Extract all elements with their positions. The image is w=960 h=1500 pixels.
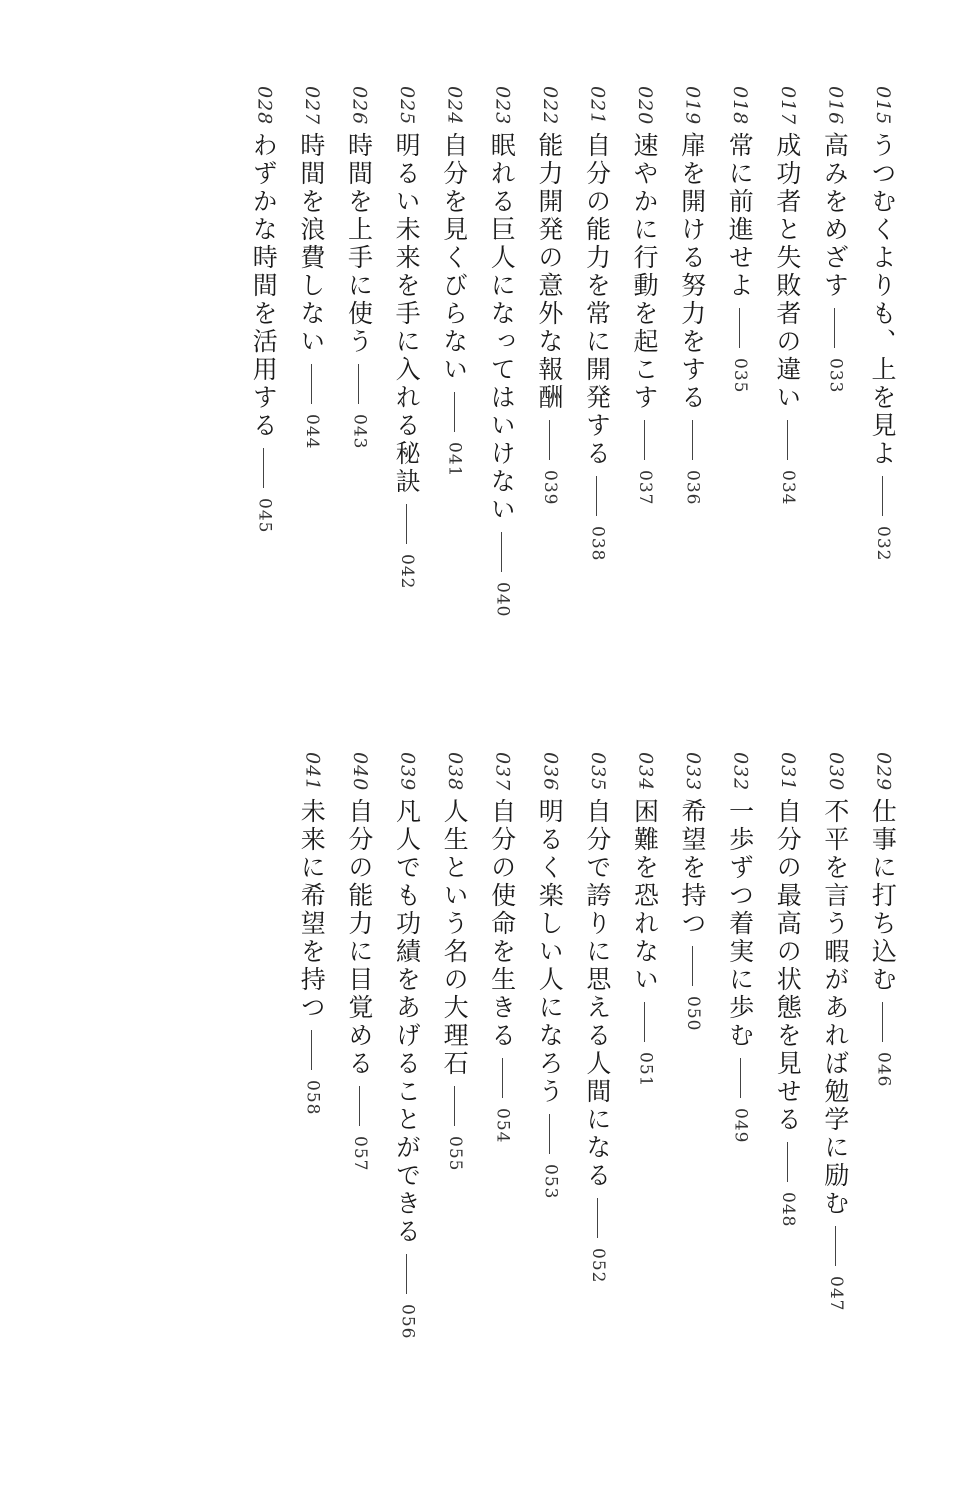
entry-page-number: 033 <box>825 358 846 394</box>
entry-page-number: 037 <box>635 470 656 506</box>
toc-entry[interactable] <box>431 752 479 1339</box>
toc-entry[interactable] <box>478 752 526 1339</box>
toc-entry[interactable] <box>812 752 860 1339</box>
entry-title: 仕事に打ち込む <box>868 798 898 994</box>
entry-page-number: 042 <box>397 554 418 590</box>
toc-block-bottom <box>288 752 907 1339</box>
entry-title: 未来に希望を持つ <box>297 798 327 1022</box>
entry-title: 自分の能力を常に開発する <box>582 132 612 468</box>
entry-number: 031 <box>777 752 800 792</box>
toc-entry[interactable] <box>240 86 288 617</box>
toc-entry[interactable] <box>430 86 478 617</box>
leader-line <box>787 420 788 460</box>
entry-page-number: 041 <box>444 442 465 478</box>
entry-title: 扉を開ける努力をする <box>677 132 707 412</box>
entry-number: 040 <box>348 752 371 792</box>
entry-number: 019 <box>681 86 704 126</box>
leader-line <box>454 1086 455 1126</box>
toc-entry[interactable] <box>859 752 907 1339</box>
leader-line <box>311 1030 312 1070</box>
entry-title: 常に前進せよ <box>725 132 755 300</box>
toc-entry[interactable] <box>669 752 717 1339</box>
leader-line <box>740 1058 741 1098</box>
leader-line <box>263 448 264 488</box>
leader-line <box>882 476 883 516</box>
toc-entry[interactable] <box>764 752 812 1339</box>
toc-entry[interactable] <box>574 752 622 1339</box>
entry-number: 025 <box>396 86 419 126</box>
leader-line <box>454 392 455 432</box>
entry-number: 026 <box>348 86 371 126</box>
entry-page-number: 058 <box>302 1080 323 1116</box>
entry-number: 028 <box>253 86 276 126</box>
leader-line <box>787 1142 788 1182</box>
entry-title: うつむくよりも、上を見よ <box>868 132 898 468</box>
entry-title: 明るく楽しい人になろう <box>535 798 565 1106</box>
entry-number: 033 <box>682 752 705 792</box>
entry-page-number: 044 <box>301 414 322 450</box>
leader-line <box>406 504 407 544</box>
entry-number: 038 <box>444 752 467 792</box>
leader-line <box>358 364 359 404</box>
entry-number: 034 <box>634 752 657 792</box>
toc-entry[interactable] <box>716 752 764 1339</box>
leader-line <box>596 476 597 516</box>
leader-line <box>597 1198 598 1238</box>
entry-page-number: 049 <box>730 1108 751 1144</box>
entry-page-number: 036 <box>682 470 703 506</box>
entry-page-number: 039 <box>539 470 560 506</box>
leader-line <box>692 420 693 460</box>
leader-line <box>406 1254 407 1294</box>
toc-entry[interactable] <box>621 752 669 1339</box>
entry-title: 速やかに行動を起こす <box>630 132 660 412</box>
entry-page-number: 034 <box>777 470 798 506</box>
entry-page-number: 040 <box>492 582 513 618</box>
entry-page-number: 051 <box>635 1052 656 1088</box>
entry-page-number: 057 <box>349 1136 370 1172</box>
toc-entry[interactable] <box>288 86 336 617</box>
toc-entry[interactable] <box>764 86 812 617</box>
entry-page-number: 046 <box>873 1052 894 1088</box>
toc-entry[interactable] <box>526 86 574 617</box>
leader-line <box>502 1058 503 1098</box>
entry-page-number: 056 <box>397 1304 418 1340</box>
toc-block-top <box>240 86 906 617</box>
leader-line <box>834 308 835 348</box>
leader-line <box>692 946 693 986</box>
toc-entry[interactable] <box>478 86 526 617</box>
leader-line <box>644 1002 645 1042</box>
toc-entry[interactable] <box>288 752 336 1339</box>
leader-line <box>359 1086 360 1126</box>
entry-page-number: 043 <box>349 414 370 450</box>
entry-title: 時間を上手に使う <box>344 132 374 356</box>
leader-line <box>549 420 550 460</box>
entry-title: 明るい未来を手に入れる秘訣 <box>392 132 422 496</box>
toc-entries-bottom <box>288 752 907 1339</box>
toc-entry[interactable] <box>621 86 669 617</box>
entry-title: 能力開発の意外な報酬 <box>534 132 564 412</box>
entry-number: 041 <box>301 752 324 792</box>
toc-entry[interactable] <box>336 752 384 1339</box>
leader-line <box>501 532 502 572</box>
entry-title: わずかな時間を活用する <box>249 132 279 440</box>
leader-line <box>644 420 645 460</box>
entry-title: 凡人でも功績をあげることができる <box>392 798 422 1246</box>
entry-number: 021 <box>586 86 609 126</box>
entry-title: 自分の最高の状態を見せる <box>773 798 803 1134</box>
entry-page-number: 035 <box>730 358 751 394</box>
entry-number: 023 <box>491 86 514 126</box>
toc-entries-top <box>240 86 906 617</box>
entry-number: 032 <box>729 752 752 792</box>
entry-number: 037 <box>491 752 514 792</box>
toc-entry[interactable] <box>383 752 431 1339</box>
leader-line <box>882 1002 883 1042</box>
entry-title: 不平を言う暇があれば勉学に励む <box>820 798 850 1218</box>
entry-title: 人生という名の大理石 <box>440 798 470 1078</box>
toc-entry[interactable] <box>335 86 383 617</box>
entry-title: 成功者と失敗者の違い <box>772 132 802 412</box>
entry-number: 020 <box>634 86 657 126</box>
leader-line <box>549 1114 550 1154</box>
entry-number: 030 <box>824 752 847 792</box>
toc-entry[interactable] <box>573 86 621 617</box>
entry-title: 自分で誇りに思える人間になる <box>582 798 612 1190</box>
toc-entry[interactable] <box>859 86 907 617</box>
entry-title: 自分を見くびらない <box>439 132 469 384</box>
entry-title: 困難を恐れない <box>630 798 660 994</box>
entry-page-number: 053 <box>540 1164 561 1200</box>
entry-page-number: 050 <box>683 996 704 1032</box>
entry-page-number: 045 <box>254 498 275 534</box>
entry-number: 029 <box>872 752 895 792</box>
entry-title: 時間を浪費しない <box>296 132 326 356</box>
entry-number: 024 <box>443 86 466 126</box>
entry-title: 高みをめざす <box>820 132 850 300</box>
entry-page-number: 052 <box>587 1248 608 1284</box>
entry-number: 015 <box>872 86 895 126</box>
entry-number: 018 <box>729 86 752 126</box>
entry-page-number: 048 <box>778 1192 799 1228</box>
entry-number: 027 <box>300 86 323 126</box>
entry-page-number: 038 <box>587 526 608 562</box>
toc-entry[interactable] <box>716 86 764 617</box>
entry-page-number: 055 <box>445 1136 466 1172</box>
entry-title: 自分の使命を生きる <box>487 798 517 1050</box>
entry-number: 017 <box>776 86 799 126</box>
toc-entry[interactable] <box>383 86 431 617</box>
entry-number: 035 <box>586 752 609 792</box>
entry-title: 眠れる巨人になってはいけない <box>487 132 517 524</box>
toc-entry[interactable] <box>668 86 716 617</box>
entry-page-number: 054 <box>492 1108 513 1144</box>
leader-line <box>311 364 312 404</box>
entry-number: 016 <box>824 86 847 126</box>
leader-line <box>835 1226 836 1266</box>
entry-title: 希望を持つ <box>678 798 708 938</box>
entry-page-number: 032 <box>873 526 894 562</box>
entry-page-number: 047 <box>825 1276 846 1312</box>
entry-number: 036 <box>539 752 562 792</box>
entry-number: 022 <box>538 86 561 126</box>
toc-entry[interactable] <box>811 86 859 617</box>
entry-title: 一歩ずつ着実に歩む <box>725 798 755 1050</box>
entry-number: 039 <box>396 752 419 792</box>
entry-title: 自分の能力に目覚める <box>344 798 374 1078</box>
leader-line <box>739 308 740 348</box>
toc-entry[interactable] <box>526 752 574 1339</box>
